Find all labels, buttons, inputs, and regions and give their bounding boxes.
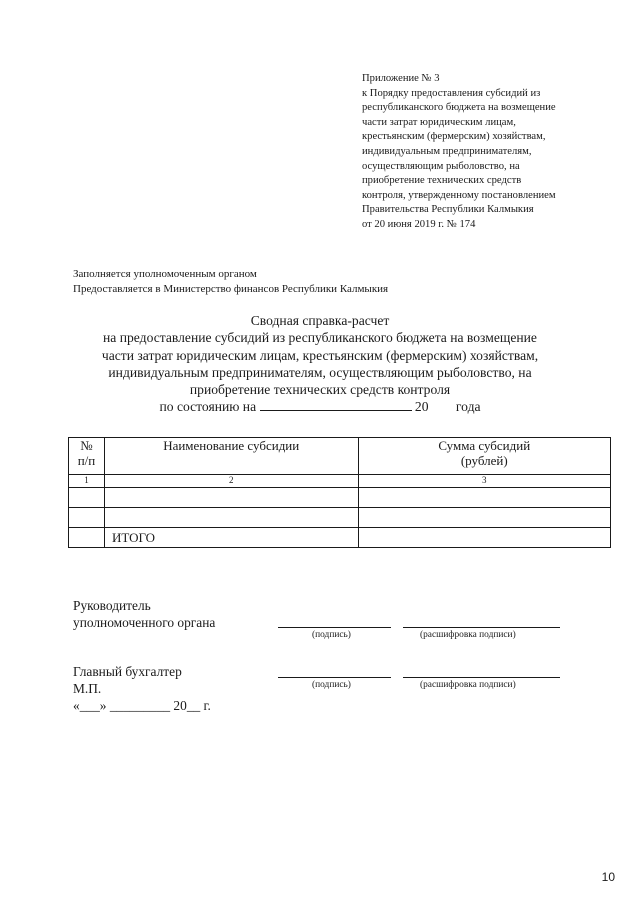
total-label: ИТОГО bbox=[104, 528, 358, 548]
document-title bbox=[60, 312, 580, 416]
header-sum-line1: Сумма субсидий bbox=[438, 438, 531, 453]
page-number: 10 bbox=[601, 870, 615, 884]
signature-caption: (подпись) bbox=[312, 680, 351, 690]
appendix-line: республиканского бюджета на возмещение bbox=[362, 102, 556, 114]
total-sum-cell[interactable] bbox=[358, 528, 611, 548]
header-name bbox=[104, 438, 358, 475]
header-sum bbox=[358, 438, 611, 475]
head-signature-label bbox=[73, 597, 215, 631]
accountant-decode-line[interactable] bbox=[403, 677, 560, 678]
title-line: части затрат юридическим лицам, крестьянским (фермерским) хозяйствам, bbox=[101, 347, 539, 363]
routing-note bbox=[73, 267, 388, 296]
appendix-line: к Порядку предоставления субсидий из bbox=[362, 87, 541, 99]
title-line: индивидуальным предпринимателям, осуществляющим рыболовство, на bbox=[108, 364, 532, 380]
table-cell[interactable] bbox=[358, 508, 611, 528]
table-cell[interactable] bbox=[358, 488, 611, 508]
decode-caption: (расшифровка подписи) bbox=[420, 680, 516, 690]
submitted-to-text: Предоставляется в Министерство финансов Республики Калмыкия bbox=[73, 282, 389, 295]
table-cell[interactable] bbox=[104, 508, 358, 528]
appendix-line: части затрат юридическим лицам, bbox=[362, 116, 516, 128]
appendix-line: от 20 июня 2019 г. № 174 bbox=[362, 218, 476, 230]
head-signature-line[interactable] bbox=[278, 627, 391, 628]
signature-date-line: «___» _________ 20__ г. bbox=[73, 698, 211, 713]
accountant-signature-line[interactable] bbox=[278, 677, 391, 678]
accountant-signature-label bbox=[73, 663, 211, 714]
table-cell[interactable] bbox=[69, 488, 105, 508]
table-row bbox=[69, 508, 611, 528]
date-suffix: года bbox=[455, 399, 481, 415]
table-cell[interactable] bbox=[69, 528, 105, 548]
signature-caption: (подпись) bbox=[312, 630, 351, 640]
header-num-line1: № bbox=[80, 438, 93, 453]
appendix-line: индивидуальным предпринимателям, bbox=[362, 145, 532, 157]
year-blank[interactable] bbox=[429, 399, 453, 411]
header-num-line2: п/п bbox=[77, 453, 96, 468]
appendix-line: Приложение № 3 bbox=[362, 73, 440, 84]
column-number-row bbox=[69, 475, 611, 488]
chief-accountant-title: Главный бухгалтер bbox=[73, 664, 182, 679]
header-sum-line2: (рублей) bbox=[460, 453, 508, 468]
appendix-line: Правительства Республики Калмыкия bbox=[362, 204, 534, 216]
date-year: 20 bbox=[414, 399, 429, 415]
header-name-text: Наименование субсидии bbox=[163, 438, 300, 453]
decode-caption: (расшифровка подписи) bbox=[420, 630, 516, 640]
col-number: 3 bbox=[358, 475, 611, 488]
col-number: 1 bbox=[69, 475, 105, 488]
col-number: 2 bbox=[104, 475, 358, 488]
stamp-label: М.П. bbox=[73, 681, 102, 696]
table-header-row bbox=[69, 438, 611, 475]
title-heading: Сводная справка-расчет bbox=[250, 313, 390, 328]
date-blank[interactable] bbox=[260, 398, 412, 411]
header-num bbox=[69, 438, 105, 475]
title-line: на предоставление субсидий из республиканского бюджета на возмещение bbox=[103, 330, 537, 346]
head-decode-line[interactable] bbox=[403, 627, 560, 628]
total-row bbox=[69, 528, 611, 548]
appendix-line: крестьянским (фермерским) хозяйствам, bbox=[362, 131, 546, 143]
table-cell[interactable] bbox=[104, 488, 358, 508]
title-date-line bbox=[60, 398, 580, 415]
table-row bbox=[69, 488, 611, 508]
date-prefix: по состоянию на bbox=[159, 399, 257, 415]
appendix-line: приобретение технических средств bbox=[362, 175, 522, 187]
appendix-line: осуществляющим рыболовство, на bbox=[362, 160, 520, 172]
head-title-line1: Руководитель bbox=[73, 598, 151, 613]
subsidy-table bbox=[68, 437, 611, 548]
head-title-line2: уполномоченного органа bbox=[73, 615, 216, 630]
table-cell[interactable] bbox=[69, 508, 105, 528]
filled-by-text: Заполняется уполномоченным органом bbox=[73, 268, 257, 280]
appendix-block bbox=[362, 72, 612, 233]
title-line: приобретение технических средств контроля bbox=[189, 382, 451, 398]
appendix-line: контроля, утвержденному постановлением bbox=[362, 189, 556, 201]
